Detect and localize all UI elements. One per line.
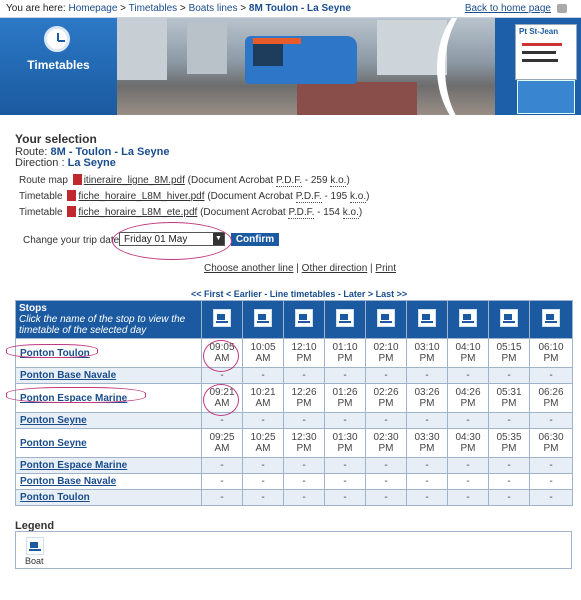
boat-icon [336,309,354,327]
boat-icon [418,309,436,327]
column-header [366,301,407,339]
time-cell: - [448,413,489,429]
time-cell: 12:10 PM [284,339,325,368]
time-cell: 09:25 AM [202,429,243,458]
time-cell: 06:30 PM [530,429,573,458]
time-cell: - [489,474,530,490]
time-cell: - [489,458,530,474]
column-header [407,301,448,339]
table-row [16,368,573,384]
breadcrumb: You are here: Homepage > Timetables > Boats lines > 8M Toulon - La Seyne [6,3,351,14]
time-cell: 06:10 PM [530,339,573,368]
direction-line: Direction : La Seyne [15,157,116,169]
route-value: 8M - Toulon - La Seyne [50,146,170,158]
stop-link[interactable]: Ponton Seyne [20,437,87,449]
boat-icon [254,309,272,327]
pdf-icon [73,174,82,185]
boat-icon [26,537,44,555]
column-header [284,301,325,339]
table-row [16,458,573,474]
other-direction-link[interactable]: Other direction [301,263,368,274]
time-cell: - [202,368,243,384]
bus-image [245,36,357,84]
pdf-icon [67,190,76,201]
annotation-circle [112,222,232,260]
time-cell: - [284,490,325,506]
time-cell: - [489,368,530,384]
time-cell: - [202,474,243,490]
time-cell: 10:25 AM [243,429,284,458]
time-cell: - [530,490,573,506]
time-cell: - [202,490,243,506]
time-cell: - [243,458,284,474]
time-cell: - [530,413,573,429]
time-cell: - [284,368,325,384]
legend-box [15,531,572,569]
time-cell: 12:30 PM [284,429,325,458]
time-cell: - [366,474,407,490]
back-home-link[interactable]: Back to home page [464,3,551,14]
banner [0,18,581,115]
time-cell: - [448,474,489,490]
stop-link[interactable]: Ponton Espace Marine [20,460,128,471]
stop-link[interactable]: Ponton Seyne [20,415,87,426]
time-cell: 05:31 PM [489,384,530,413]
breadcrumb-timetables[interactable]: Timetables [128,3,178,14]
pager-first[interactable]: << First [191,289,224,299]
time-cell: - [407,490,448,506]
breadcrumb-bar [0,0,581,18]
boat-icon [377,309,395,327]
column-header [530,301,573,339]
print-icon[interactable] [557,4,567,13]
time-cell: 04:26 PM [448,384,489,413]
time-cell: 03:10 PM [407,339,448,368]
boat-icon [213,309,231,327]
time-cell: - [243,413,284,429]
annotation-underline [6,344,98,358]
selection-title: Your selection [15,132,97,146]
time-cell: - [407,458,448,474]
time-cell: - [284,458,325,474]
time-cell: - [243,474,284,490]
time-cell: - [530,368,573,384]
stop-cell [16,413,202,429]
stop-cell [16,490,202,506]
time-cell: - [448,368,489,384]
time-cell: - [366,413,407,429]
choose-another-line-link[interactable]: Choose another line [204,263,294,274]
time-cell: 10:05 AM [243,339,284,368]
stop-cell [16,474,202,490]
legend-boat-label: Boat [25,556,44,566]
time-cell: - [325,413,366,429]
dropdown-arrow-icon[interactable]: ▼ [213,233,224,245]
time-cell: - [530,474,573,490]
table-row [16,429,573,458]
print-link[interactable]: Print [375,263,396,274]
column-header [243,301,284,339]
time-cell: 04:30 PM [448,429,489,458]
time-cell: - [448,458,489,474]
pager-last[interactable]: Last >> [375,289,408,299]
table-row [16,339,573,368]
annotation-circle [203,384,239,416]
pdf-icon [67,206,76,217]
stop-cell [16,458,202,474]
boat-icon [542,309,560,327]
time-cell: 04:10 PM [448,339,489,368]
clock-icon [44,26,70,52]
time-cell: - [489,490,530,506]
pdf-link[interactable]: itineraire_ligne_8M.pdf [83,175,185,186]
time-cell: - [325,458,366,474]
time-cell: 10:21 AM [243,384,284,413]
stop-cell [16,429,202,458]
pager-later[interactable]: Later > [343,289,374,299]
table-row [16,490,573,506]
time-cell: - [407,474,448,490]
time-cell: 02:30 PM [366,429,407,458]
action-links: Choose another line | Other direction | Print [204,263,396,274]
annotation-underline [6,387,146,403]
confirm-button[interactable]: Confirm [231,233,279,246]
time-cell: 05:35 PM [489,429,530,458]
time-cell: 09:05 AM [202,339,243,368]
time-cell: - [325,490,366,506]
document-route-map: Route map itineraire_ligne_8M.pdf (Document Acrobat P.D.F. - 259 k.o.) [19,175,350,186]
time-cell: 06:26 PM [530,384,573,413]
table-header-row [16,301,573,339]
time-cell: - [325,368,366,384]
stop-link[interactable]: Ponton Toulon [20,347,90,359]
annotation-circle [203,340,239,372]
boat-icon [295,309,313,327]
document-timetable-winter: Timetable fiche_horaire_L8M_hiver.pdf (Document Acrobat P.D.F. - 195 k.o.) [19,191,370,202]
column-header [489,301,530,339]
time-cell: 02:10 PM [366,339,407,368]
direction-value: La Seyne [67,157,116,169]
time-cell: - [407,413,448,429]
legend-title: Legend [15,520,55,532]
time-cell: - [284,413,325,429]
time-cell: - [243,490,284,506]
change-date-label: Change your trip date [23,235,120,246]
table-row [16,474,573,490]
timetable-table [15,300,573,506]
time-cell: - [530,458,573,474]
column-header [202,301,243,339]
column-header [448,301,489,339]
time-cell: 03:30 PM [407,429,448,458]
stop-cell [16,368,202,384]
timetable-pager: << First < Earlier - Line timetables - Later > Last >> [191,289,408,299]
time-cell: - [202,458,243,474]
time-cell: - [202,413,243,429]
time-cell: 01:10 PM [325,339,366,368]
time-cell: 09:21 AM [202,384,243,413]
stops-header: Stops Click the name of the stop to view the timetable of the selected day [16,301,202,339]
timetables-block[interactable] [0,18,117,115]
stop-link[interactable]: Ponton Base Navale [20,476,117,487]
boat-icon [500,309,518,327]
time-cell: - [407,368,448,384]
breadcrumb-homepage[interactable]: Homepage [68,3,118,14]
pdf-link[interactable]: fiche_horaire_L8M_ete.pdf [78,207,198,218]
stop-link[interactable]: Ponton Toulon [20,492,90,503]
pager-earlier[interactable]: < Earlier [226,289,262,299]
time-cell: 03:26 PM [407,384,448,413]
time-cell: 01:30 PM [325,429,366,458]
time-cell: 01:26 PM [325,384,366,413]
time-cell: 05:15 PM [489,339,530,368]
trip-date-select[interactable]: Friday 01 May ▼ [119,232,225,246]
time-cell: 02:26 PM [366,384,407,413]
time-cell: 12:26 PM [284,384,325,413]
banner-photo [117,18,495,115]
document-timetable-summer: Timetable fiche_horaire_L8M_ete.pdf (Document Acrobat P.D.F. - 154 k.o.) [19,207,363,218]
stop-link[interactable]: Ponton Espace Marine [20,392,128,404]
column-header [325,301,366,339]
time-cell: - [284,474,325,490]
breadcrumb-boats-lines[interactable]: Boats lines [188,3,238,14]
time-cell: - [243,368,284,384]
time-cell: - [489,413,530,429]
time-cell: - [366,490,407,506]
stop-link[interactable]: Ponton Base Navale [20,370,117,381]
table-row [16,413,573,429]
route-line: Route: 8M - Toulon - La Seyne [15,146,170,158]
time-cell: - [366,458,407,474]
stop-sign-image: Pt St-Jean [495,18,581,115]
boat-icon [459,309,477,327]
time-cell: - [325,474,366,490]
pdf-link[interactable]: fiche_horaire_L8M_hiver.pdf [78,191,205,202]
time-cell: - [448,490,489,506]
breadcrumb-current: 8M Toulon - La Seyne [248,3,351,14]
time-cell: - [366,368,407,384]
timetables-title: Timetables [27,58,90,72]
